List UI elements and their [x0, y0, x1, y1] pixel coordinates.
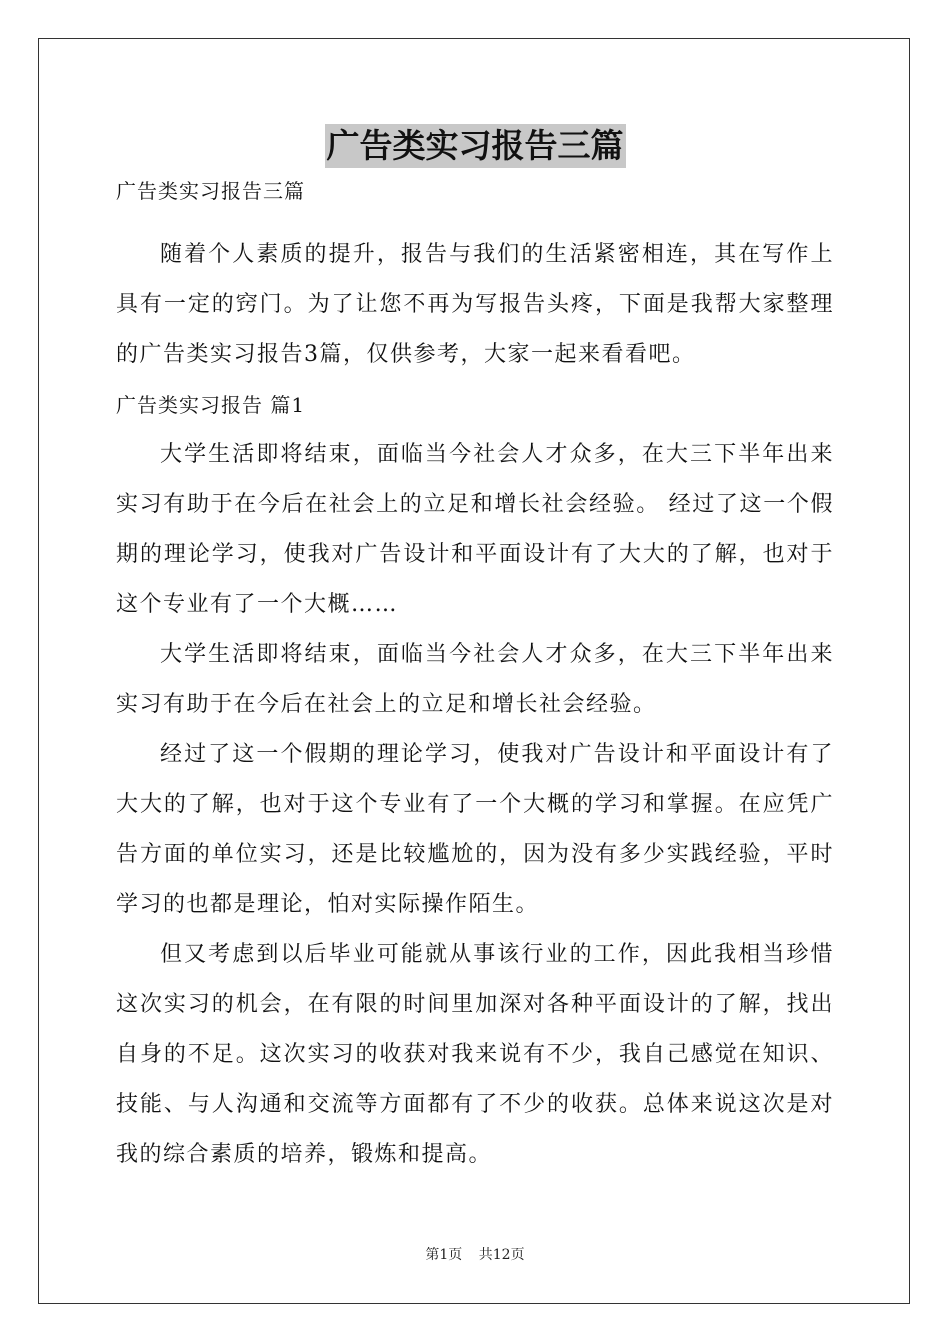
body-paragraph-3: 经过了这一个假期的理论学习，使我对广告设计和平面设计有了大大的了解，也对于这个专业有了一个大概的学习和掌握。在应凭广告方面的单位实习，还是比较尴尬的，因为没有多少实践经验，平时学习的也都是理论，怕对实际操作陌生。	[116, 742, 834, 917]
document-title: 广告类实习报告三篇	[325, 124, 626, 168]
page-total: 共12页	[478, 1247, 525, 1263]
body-paragraph-4: 但又考虑到以后毕业可能就从事该行业的工作，因此我相当珍惜这次实习的机会，在有限的时间里加深对各种平面设计的了解，找出自身的不足。这次实习的收获对我来说有不少，我自己感觉在知识、技能、与人沟通和交流等方面都有了不少的收获。总体来说这次是对我的综合素质的培养，锻炼和提高。	[116, 942, 834, 1167]
intro-paragraph: 随着个人素质的提升，报告与我们的生活紧密相连，其在写作上具有一定的窍门。为了让您不再为写报告头疼，下面是我帮大家整理的广告类实习报告3篇，仅供参考，大家一起来看看吧。	[116, 242, 834, 367]
subtitle-line: 广告类实习报告三篇	[116, 179, 305, 203]
page-footer	[0, 1246, 950, 1264]
page-number: 第1页	[425, 1247, 463, 1263]
body-paragraph-1: 大学生活即将结束，面临当今社会人才众多，在大三下半年出来实习有助于在今后在社会上的立足和增长社会经验。 经过了这一个假期的理论学习，使我对广告设计和平面设计有了大大的了解，也对于这个专业有了一个大概……	[116, 442, 834, 617]
body-paragraph-2: 大学生活即将结束，面临当今社会人才众多，在大三下半年出来实习有助于在今后在社会上的立足和增长社会经验。	[116, 642, 834, 717]
document-body	[116, 124, 834, 1180]
title-wrapper	[116, 124, 834, 170]
section-heading: 广告类实习报告 篇1	[116, 393, 306, 417]
